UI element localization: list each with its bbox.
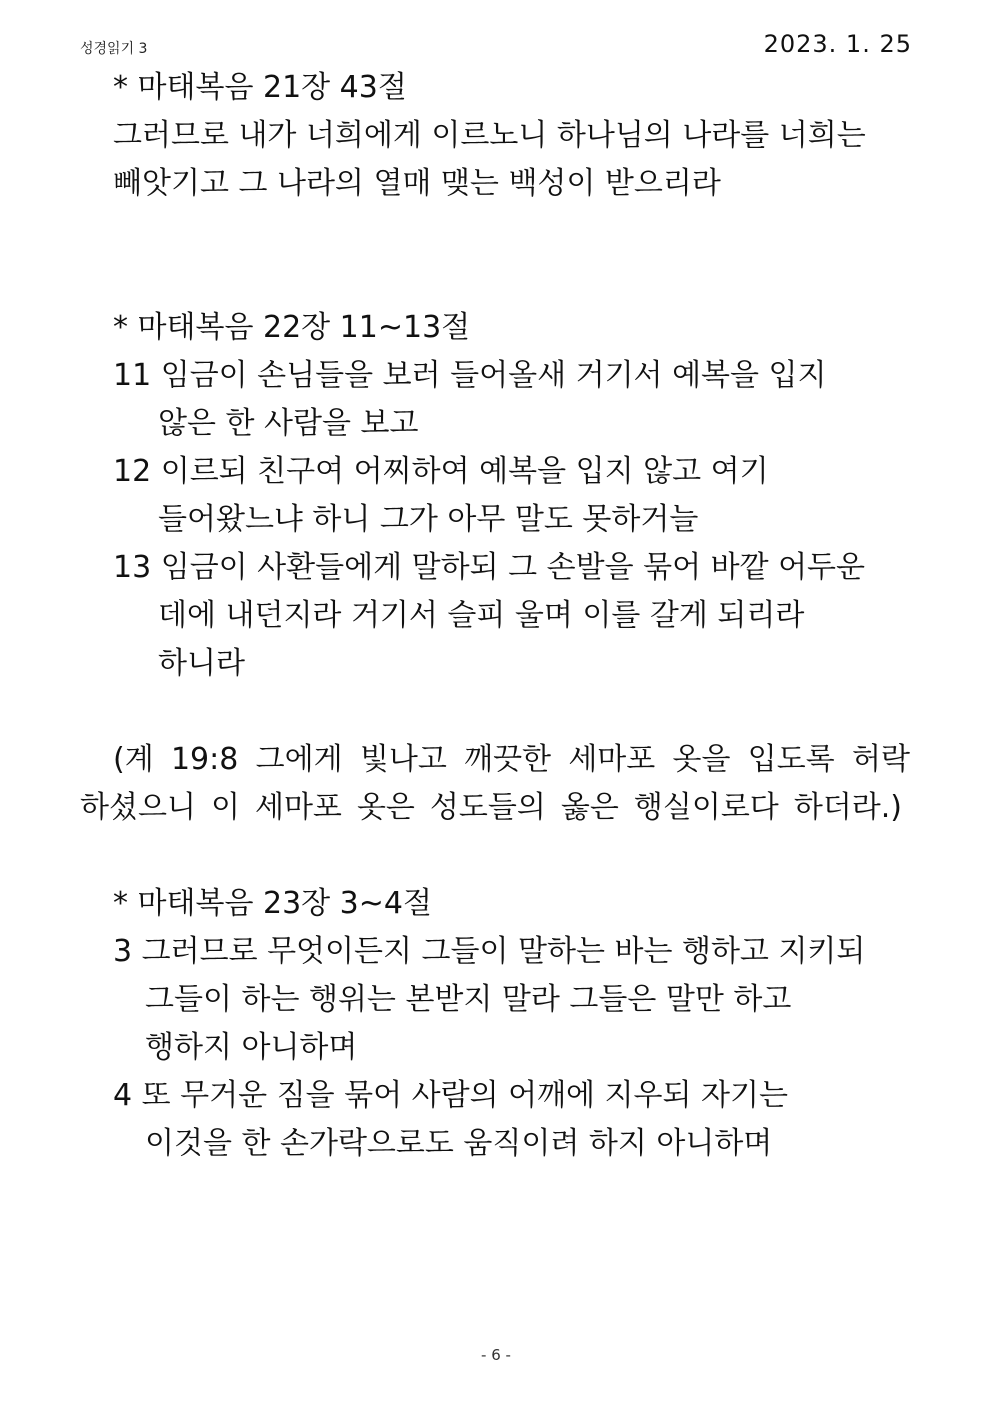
verse-line: 4 또 무거운 짐을 묶어 사람의 어깨에 지우되 자기는 (113, 1078, 788, 1113)
page-number: - 6 - (481, 1346, 511, 1364)
verse-line: 들어왔느냐 하니 그가 아무 말도 못하거늘 (158, 502, 699, 537)
verse-line: 이것을 한 손가락으로도 움직이려 하지 아니하며 (145, 1126, 773, 1161)
section-heading: * 마태복음 23장 3~4절 (113, 886, 432, 921)
verse-line: 그들이 하는 행위는 본받지 말라 그들은 말만 하고 (145, 982, 792, 1017)
section-heading: * 마태복음 22장 11~13절 (113, 310, 471, 345)
document-title: 성경읽기 3 (80, 41, 148, 57)
verse-line: 11 임금이 손님들을 보러 들어올새 거기서 예복을 입지 (113, 358, 827, 393)
verse-line: 3 그러므로 무엇이든지 그들이 말하는 바는 행하고 지키되 (113, 934, 866, 969)
verse-line: 않은 한 사람을 보고 (158, 406, 419, 441)
verse-line: 데에 내던지라 거기서 슬피 울며 이를 갈게 되리라 (158, 598, 805, 633)
verse-line: 행하지 아니하며 (145, 1030, 358, 1065)
section-heading: * 마태복음 21장 43절 (113, 70, 407, 105)
note-line: 하셨으니 이 세마포 옷은 성도들의 옳은 행실이로다 하더라.) (80, 790, 902, 825)
verse-line: 13 임금이 사환들에게 말하되 그 손발을 묶어 바깥 어두운 (113, 550, 866, 585)
verse-line: 하니라 (158, 646, 245, 681)
note-line: (계 19:8 그에게 빛나고 깨끗한 세마포 옷을 입도록 허락 (113, 742, 910, 777)
verse-line: 12 이르되 친구여 어찌하여 예복을 입지 않고 여기 (113, 454, 769, 489)
verse-line: 그러므로 내가 너희에게 이르노니 하나님의 나라를 너희는 (113, 118, 866, 153)
verse-line: 빼앗기고 그 나라의 열매 맺는 백성이 받으리라 (113, 166, 721, 201)
document-date: 2023. 1. 25 (763, 30, 912, 58)
